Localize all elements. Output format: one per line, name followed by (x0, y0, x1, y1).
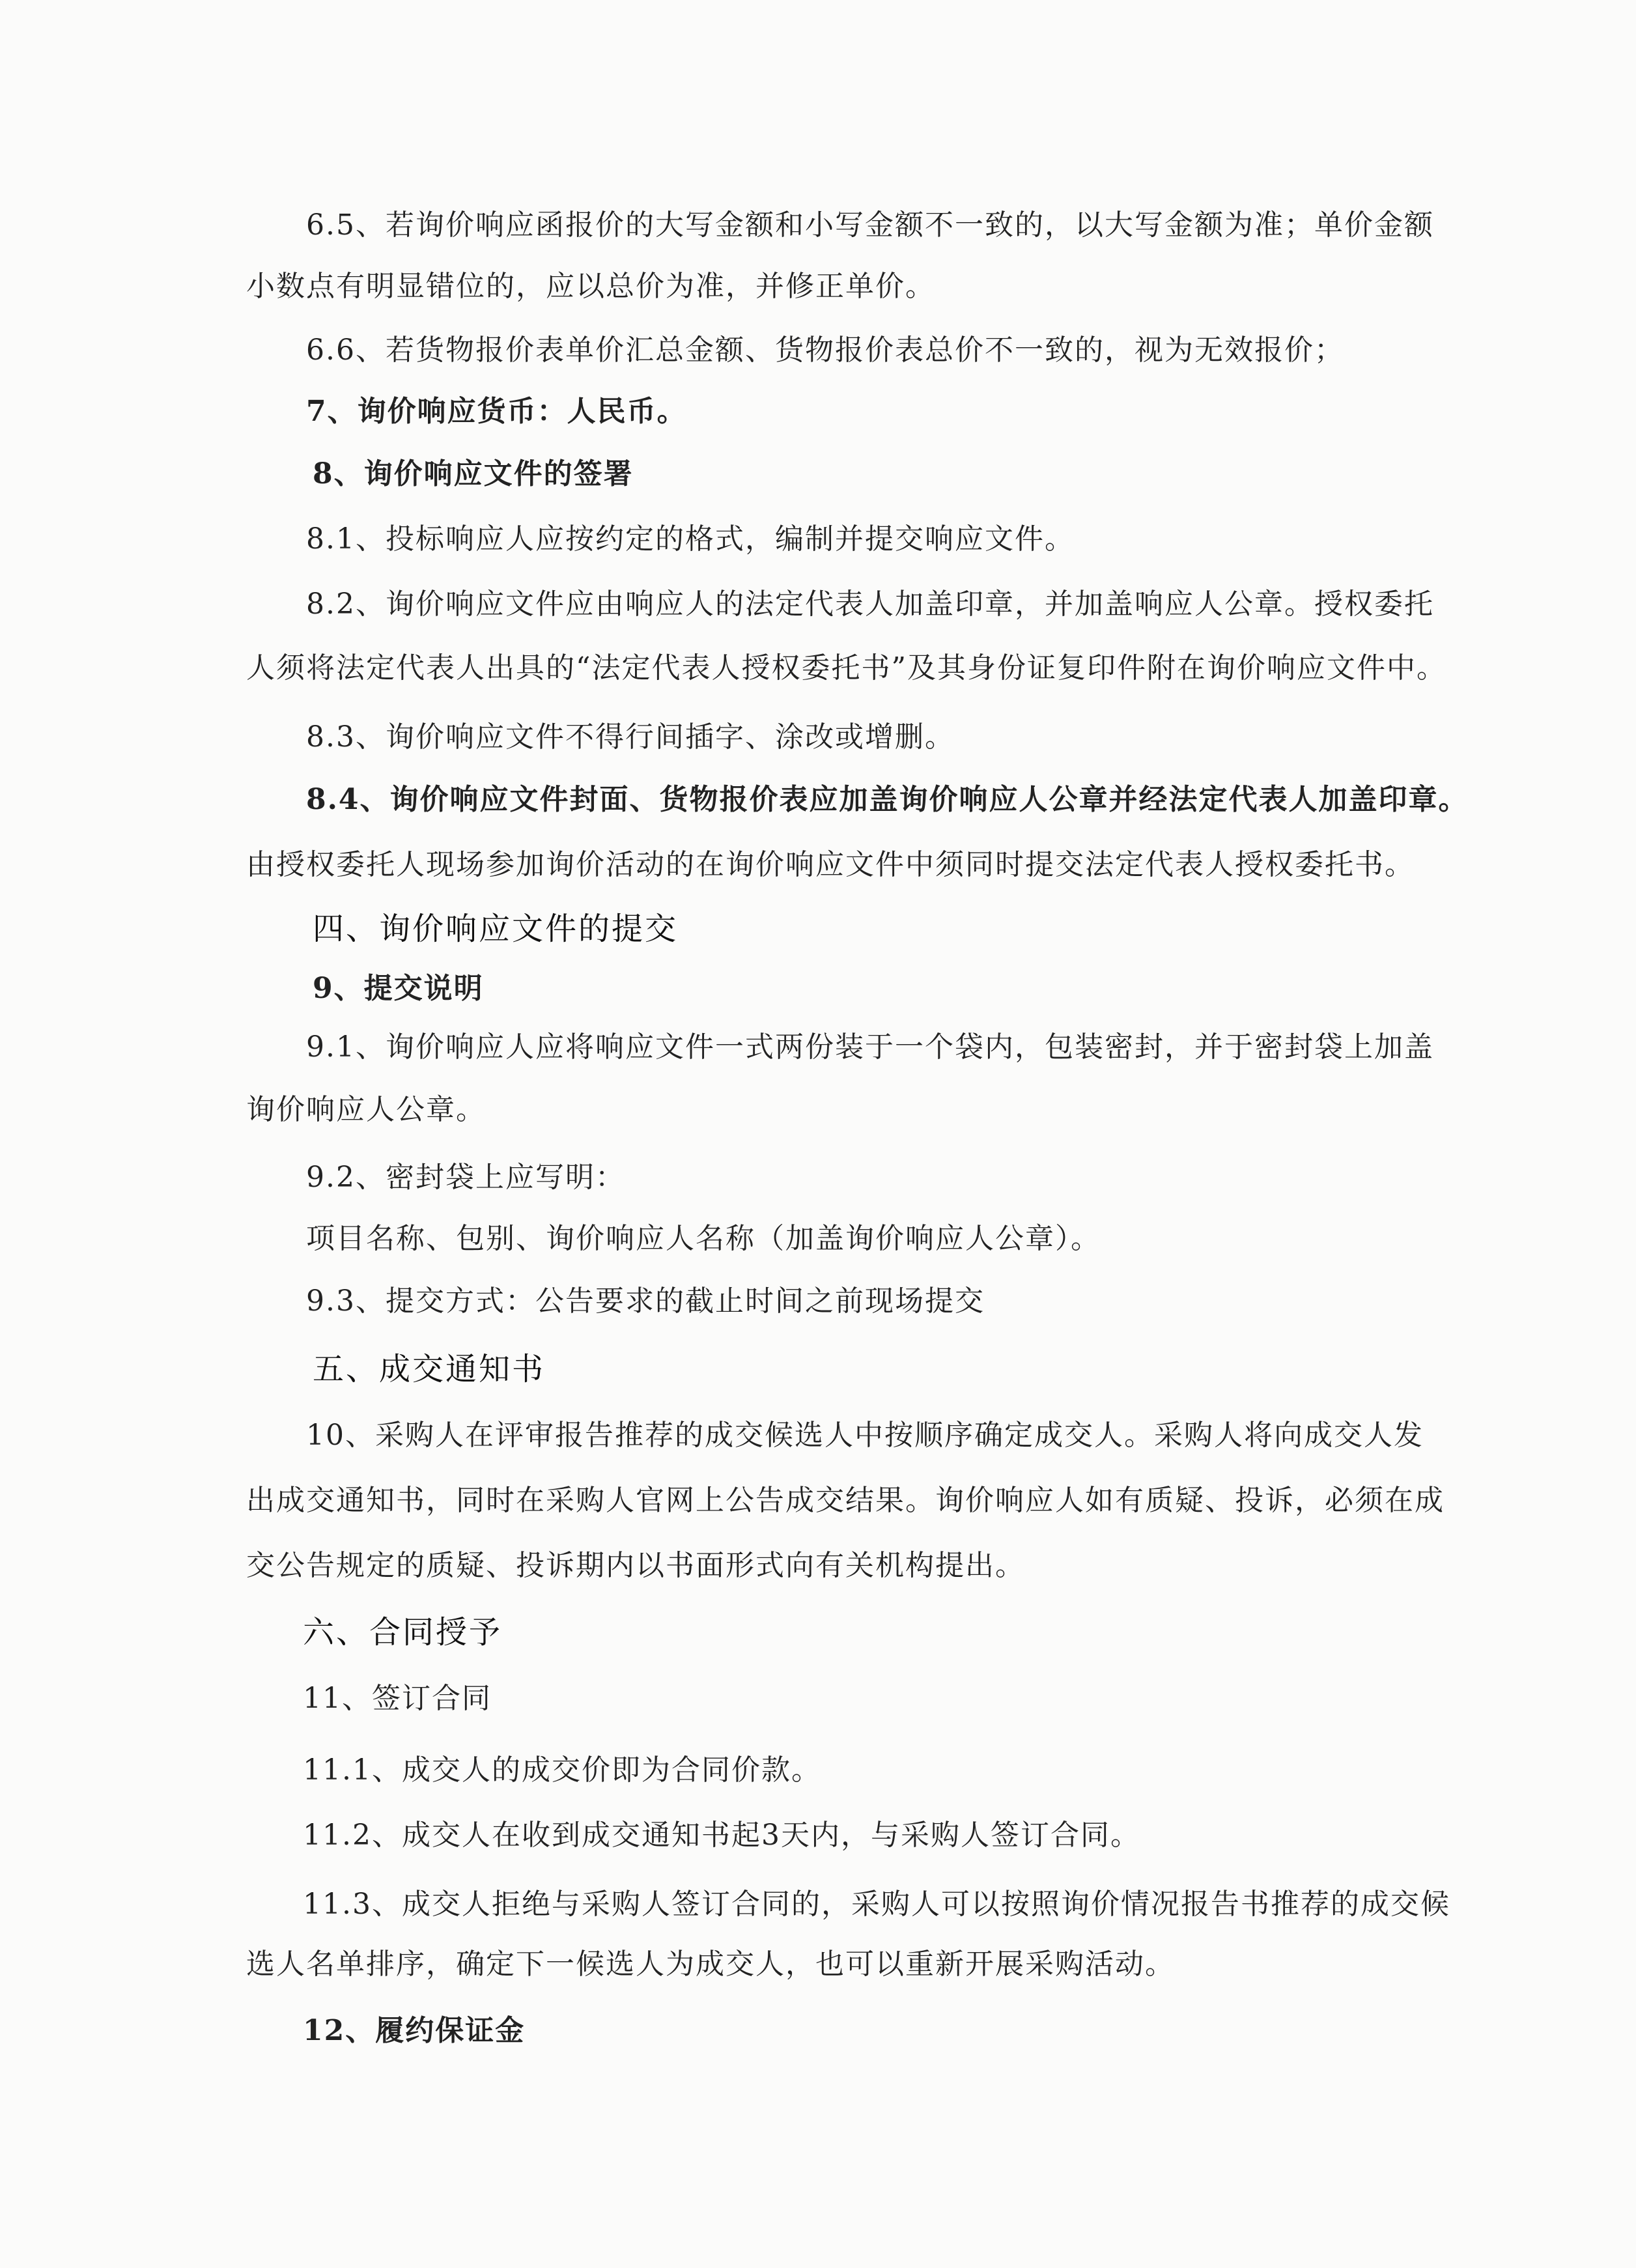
clause-9-heading: 9、提交说明 (313, 972, 484, 1005)
paragraph-9-2: 9.2、密封袋上应写明： (306, 1161, 625, 1194)
paragraph-8-3: 8.3、询价响应文件不得行间插字、涂改或增删。 (306, 720, 955, 754)
paragraph-6-5-line-2: 小数点有明显错位的，应以总价为准，并修正单价。 (246, 270, 935, 303)
clause-11-heading: 11、签订合同 (303, 1682, 492, 1715)
paragraph-8-2-line-2: 人须将法定代表人出具的“法定代表人授权委托书”及其身份证复印件附在询价响应文件中。 (246, 651, 1446, 685)
paragraph-9-1-line-2: 询价响应人公章。 (246, 1093, 486, 1126)
paragraph-8-1: 8.1、投标响应人应按约定的格式，编制并提交响应文件。 (306, 522, 1075, 556)
clause-8-heading: 8、询价响应文件的签署 (313, 457, 634, 490)
paragraph-11-3-line-1: 11.3、成交人拒绝与采购人签订合同的，采购人可以按照询价情况报告书推荐的成交候 (303, 1888, 1450, 1921)
section-6-heading: 六、合同授予 (303, 1614, 503, 1651)
paragraph-11-1: 11.1、成交人的成交价即为合同价款。 (303, 1753, 821, 1787)
clause-7-currency: 7、询价响应货币：人民币。 (306, 395, 687, 428)
paragraph-6-5-line-1: 6.5、若询价响应函报价的大写金额和小写金额不一致的，以大写金额为准；单价金额 (306, 208, 1434, 242)
paragraph-9-2-detail: 项目名称、包别、询价响应人名称（加盖询价响应人公章）。 (306, 1222, 1101, 1255)
clause-12-heading: 12、履约保证金 (303, 2014, 526, 2047)
paragraph-10-line-1: 10、采购人在评审报告推荐的成交候选人中按顺序确定成交人。采购人将向成交人发 (306, 1419, 1424, 1452)
section-5-heading: 五、成交通知书 (313, 1351, 546, 1387)
paragraph-10-line-2: 出成交通知书，同时在采购人官网上公告成交结果。询价响应人如有质疑、投诉，必须在成 (246, 1484, 1445, 1517)
paragraph-11-2: 11.2、成交人在收到成交通知书起3天内，与采购人签订合同。 (303, 1819, 1140, 1852)
paragraph-6-6: 6.6、若货物报价表单价汇总金额、货物报价表总价不一致的，视为无效报价； (306, 333, 1344, 367)
paragraph-10-line-3: 交公告规定的质疑、投诉期内以书面形式向有关机构提出。 (246, 1549, 1025, 1582)
section-4-heading: 四、询价响应文件的提交 (313, 911, 679, 947)
paragraph-11-3-line-2: 选人名单排序，确定下一候选人为成交人，也可以重新开展采购活动。 (246, 1948, 1175, 1981)
paragraph-9-3: 9.3、提交方式：公告要求的截止时间之前现场提交 (306, 1284, 985, 1318)
paragraph-8-2-line-1: 8.2、询价响应文件应由响应人的法定代表人加盖印章，并加盖响应人公章。授权委托 (306, 588, 1434, 621)
paragraph-8-4-line-2: 由授权委托人现场参加询价活动的在询价响应文件中须同时提交法定代表人授权委托书。 (246, 848, 1415, 881)
paragraph-8-4-line-1: 8.4、询价响应文件封面、货物报价表应加盖询价响应人公章并经法定代表人加盖印章。 (306, 783, 1469, 816)
paragraph-9-1-line-1: 9.1、询价响应人应将响应文件一式两份装于一个袋内，包装密封，并于密封袋上加盖 (306, 1030, 1434, 1064)
